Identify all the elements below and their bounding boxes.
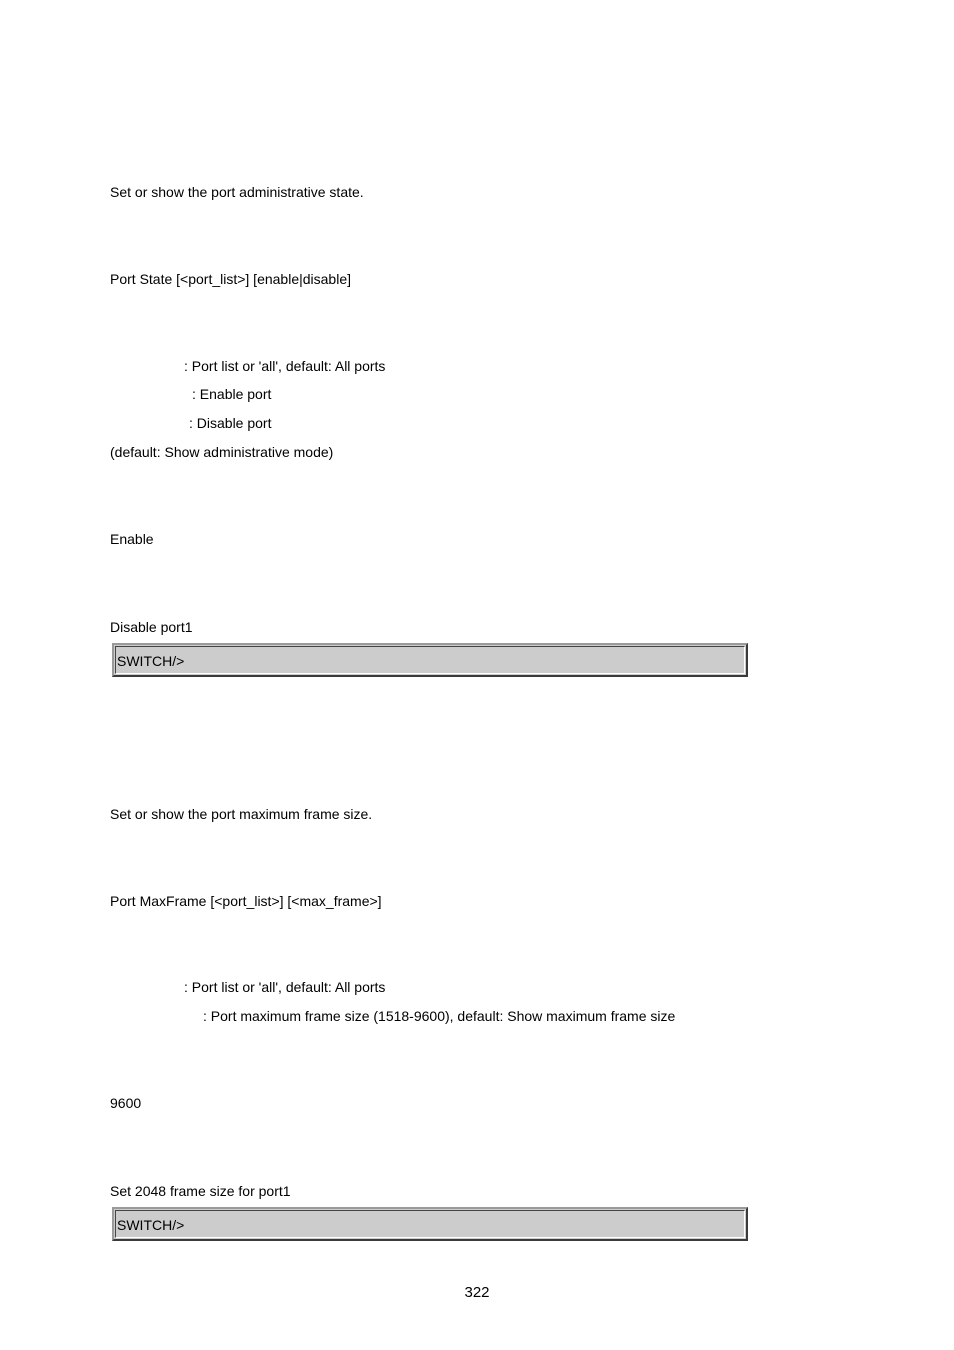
section2-param-port-list: : Port list or 'all', default: All ports [184, 979, 386, 995]
page-number: 322 [464, 1284, 490, 1301]
section1-param-default-note: (default: Show administrative mode) [110, 444, 334, 460]
section2-syntax: Port MaxFrame [<port_list>] [<max_frame>] [110, 893, 382, 909]
section1-example-label: Disable port1 [110, 619, 193, 635]
section1-param-disable: : Disable port [189, 415, 272, 431]
section2-description: Set or show the port maximum frame size. [110, 806, 373, 822]
section1-default-value: Enable [110, 531, 154, 547]
section2-param-max-frame: : Port maximum frame size (1518-9600), default: Show maximum frame size [203, 1008, 676, 1024]
section1-command-box [112, 643, 748, 677]
section2-command-prompt: SWITCH/> [117, 1217, 185, 1233]
section1-description: Set or show the port administrative state. [110, 184, 364, 200]
section1-param-port-list: : Port list or 'all', default: All ports [184, 358, 386, 374]
section1-command-prompt: SWITCH/> [117, 653, 185, 669]
command-box-inner [115, 646, 745, 674]
section2-example-label: Set 2048 frame size for port1 [110, 1183, 291, 1199]
section1-syntax: Port State [<port_list>] [enable|disable] [110, 271, 352, 287]
command-box-inner [115, 1210, 745, 1238]
section2-default-value: 9600 [110, 1095, 142, 1111]
section2-command-box [112, 1207, 748, 1241]
section1-param-enable: : Enable port [192, 386, 272, 402]
